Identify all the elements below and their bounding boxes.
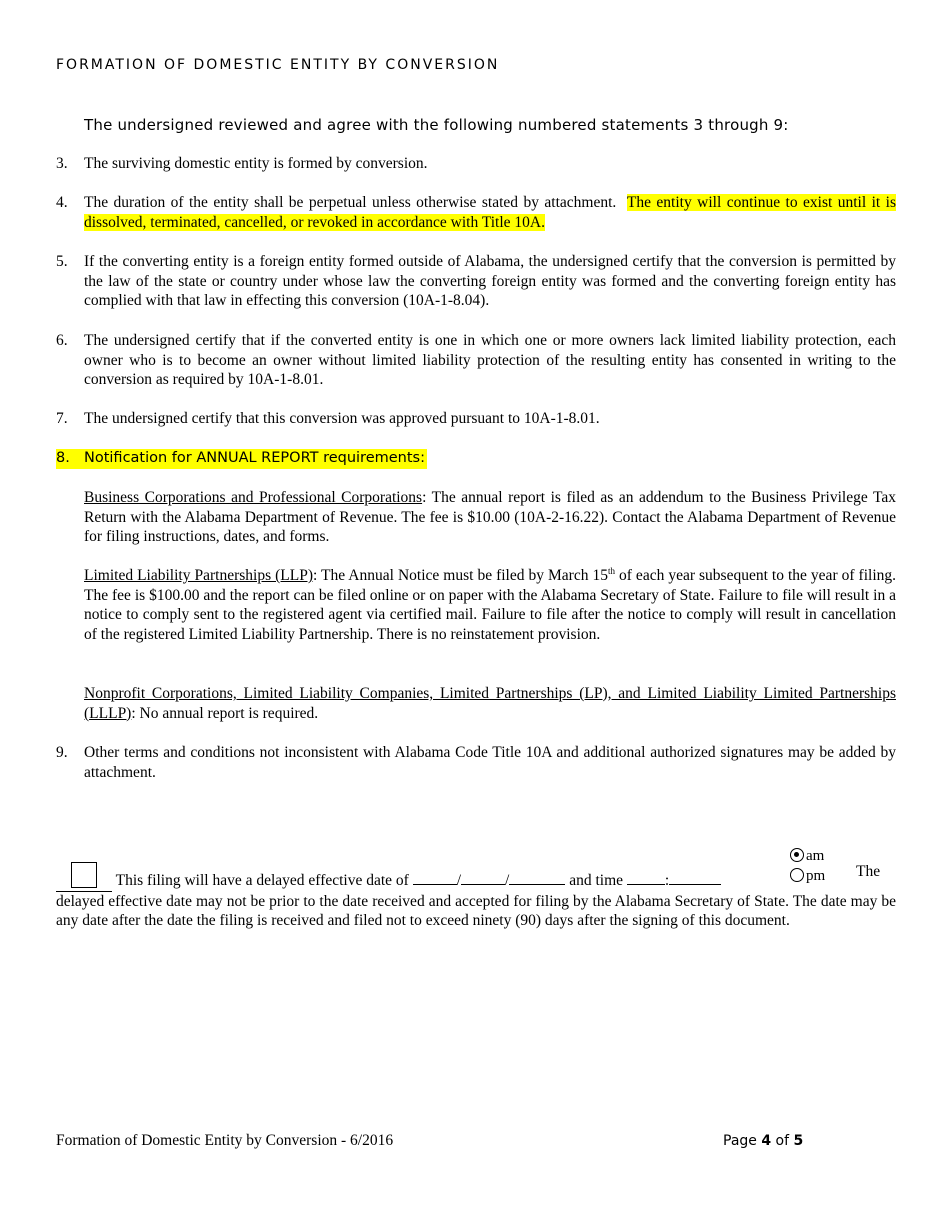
statement-8 bbox=[56, 449, 896, 469]
llp-text-2: of each year subsequent to the year of filing. The fee is $100.00 and the report can be filed online or on paper with the Alabama Secretary of State. Failure to file will result in a notice to comply sent to the registered agent via certified mail. Failure to file after the notice to comply will result in cancellation of the registered Limited Liability Partnership. There is no reinstatement provision. bbox=[84, 567, 896, 643]
am-option[interactable] bbox=[790, 846, 825, 866]
year-field[interactable] bbox=[509, 884, 565, 885]
llp-text-1: : The Annual Notice must be filed by March 15 bbox=[313, 567, 608, 584]
of-label: of bbox=[771, 1133, 794, 1149]
statement-text: The undersigned certify that this conversion was approved pursuant to 10A-1-8.01. bbox=[84, 410, 600, 427]
llp-sup: th bbox=[607, 565, 615, 576]
time-separator: : bbox=[664, 872, 670, 889]
statement-number: 4. bbox=[56, 194, 68, 211]
llp-title: Limited Liability Partnerships (LLP) bbox=[84, 567, 314, 584]
statement-number: 5. bbox=[56, 253, 68, 270]
delayed-text-1: This filing will have a delayed effective date of bbox=[112, 872, 413, 889]
statement-text-main: The duration of the entity shall be perpetual unless otherwise stated by attachment. bbox=[84, 194, 617, 211]
annual-report-heading bbox=[56, 449, 427, 469]
page-label: Page bbox=[723, 1133, 762, 1149]
current-page: 4 bbox=[761, 1133, 772, 1149]
nonprofit-text: : No annual report is required. bbox=[131, 704, 319, 722]
minute-field[interactable] bbox=[669, 884, 721, 885]
statement-number: 6. bbox=[56, 332, 68, 349]
delayed-first-line bbox=[56, 862, 896, 892]
delayed-effective-date-section bbox=[56, 850, 896, 929]
delayed-text-3: The bbox=[856, 863, 881, 880]
corp-text: : The annual report is filed as an addendum to the Business Privilege Tax Return with the Alabama Department of Revenue. The fee is $10.00 (10A-2-16.22). Contact the Alabama Department of Revenue for filing instructions, dates, and forms. bbox=[84, 489, 896, 545]
delayed-text-4: delayed effective date may not be prior to the date received and accepted for filing by the Alabama Secretary of State. The date may be any date after the date the filing is received and filed not to exceed ninety (90) days after the signing of this document. bbox=[56, 892, 896, 929]
annual-nonprofit-paragraph bbox=[84, 684, 896, 723]
statement-text: The surviving domestic entity is formed by conversion. bbox=[84, 155, 428, 172]
pm-radio[interactable] bbox=[790, 868, 804, 882]
highlighted-text: The entity will continue to exist until it is dissolved, terminated, cancelled, or revoked in accordance with Title 10A. bbox=[84, 194, 896, 231]
statement-number: 7. bbox=[56, 410, 68, 427]
am-pm-radio-group bbox=[790, 846, 825, 886]
statement-text: If the converting entity is a foreign entity formed outside of Alabama, the undersigned certify that the conversion is permitted by the law of the state or country under whose law the converting foreign entity was formed and the converting foreign entity has complied with that law in effecting this conversion (10A-1-8.04). bbox=[84, 253, 896, 309]
statement-number: 9. bbox=[56, 744, 68, 761]
am-radio[interactable] bbox=[790, 848, 804, 862]
statement-7 bbox=[56, 409, 896, 429]
statement-3 bbox=[56, 154, 896, 174]
day-field[interactable] bbox=[461, 884, 505, 885]
delayed-date-checkbox[interactable] bbox=[71, 862, 97, 888]
statement-text: The undersigned certify that if the converted entity is one in which one or more owners lack limited liability protection, each owner who is to become an owner without limited liability protection of the resulting entity has consented in writing to the conversion as required by 10A-1-8.01. bbox=[84, 332, 896, 388]
statement-6 bbox=[56, 331, 896, 390]
corp-title: Business Corporations and Professional Corporations bbox=[84, 489, 423, 506]
hour-field[interactable] bbox=[627, 884, 665, 885]
nonprofit-title: Nonprofit Corporations, Limited Liability Companies, Limited Partnerships (LP), and Limited Liability Limited Partnerships (LLLP) bbox=[84, 685, 896, 722]
statement-text: Notification for ANNUAL REPORT requirements: bbox=[84, 450, 425, 466]
statement-number: 8. bbox=[56, 450, 70, 466]
statement-9 bbox=[56, 743, 896, 782]
date-separator: / bbox=[505, 872, 510, 889]
statement-4 bbox=[56, 193, 896, 232]
annual-llp-paragraph bbox=[84, 566, 896, 644]
statement-text bbox=[84, 193, 896, 232]
total-pages: 5 bbox=[793, 1133, 804, 1149]
footer-form-title: Formation of Domestic Entity by Conversion - 6/2016 bbox=[56, 1132, 394, 1149]
statement-number: 3. bbox=[56, 155, 68, 172]
page-header: FORMATION OF DOMESTIC ENTITY BY CONVERSION bbox=[56, 57, 500, 73]
am-label: am bbox=[806, 848, 825, 864]
delayed-text-2: and time bbox=[565, 872, 627, 889]
pm-option[interactable] bbox=[790, 866, 825, 886]
pm-label: pm bbox=[806, 868, 826, 884]
statement-text: Other terms and conditions not inconsistent with Alabama Code Title 10A and additional authorized signatures may be added by attachment. bbox=[84, 744, 896, 781]
month-field[interactable] bbox=[413, 884, 457, 885]
statement-5 bbox=[56, 252, 896, 311]
annual-corp-paragraph bbox=[84, 488, 896, 547]
footer-page-number bbox=[723, 1133, 803, 1149]
intro-statement: The undersigned reviewed and agree with the following numbered statements 3 through 9: bbox=[84, 116, 789, 134]
date-separator: / bbox=[456, 872, 462, 889]
checkbox-line bbox=[56, 862, 112, 892]
